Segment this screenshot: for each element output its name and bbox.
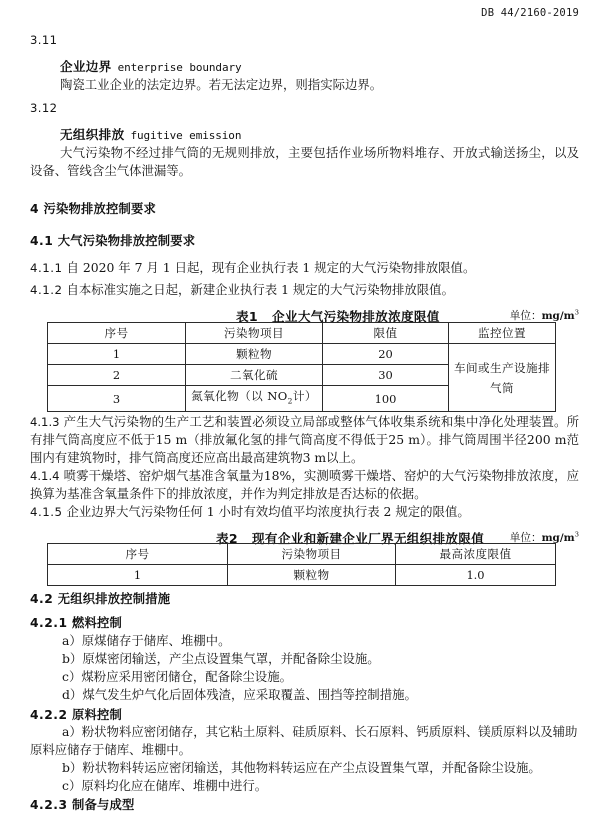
table1-unit-exponent: 3 [574, 308, 579, 317]
term-cn-3-12: 无组织排放 [60, 127, 125, 142]
paragraph-4-1-2 [30, 281, 454, 299]
table1-r3-limit: 100 [323, 386, 449, 412]
table2-col-header-max-limit: 最高浓度限值 [396, 544, 556, 565]
table2-col-header-item: 污染物项目 [228, 544, 396, 565]
table1-unit-label: 单位： [509, 310, 542, 322]
section-heading-4-2 [30, 589, 170, 607]
table2-unit-value: mg/m [541, 532, 575, 544]
section-heading-4-2-1 [30, 613, 122, 631]
section-number-4-2: 4.2 [30, 592, 54, 606]
paragraph-text-4-1-1: 自 2020 年 7 月 1 日起，现有企业执行表 1 规定的大气污染物排放限值。 [66, 260, 476, 275]
table1-r2-no: 2 [48, 365, 186, 386]
paragraph-number-4-1-3: 4.1.3 [30, 415, 60, 429]
section-heading-4 [30, 199, 156, 217]
table1-r3-item-sub: 2 [287, 396, 293, 406]
table1-col-header-no: 序号 [48, 323, 186, 344]
term-en-3-12: fugitive emission [130, 129, 242, 142]
table2-header-row [48, 544, 556, 565]
table1-r3-item-pre: 氮氧化物（以 NO [191, 389, 288, 403]
table1-col-header-limit: 限值 [323, 323, 449, 344]
table1-r2-limit: 30 [323, 365, 449, 386]
table1-caption-text: 企业大气污染物排放浓度限值 [272, 309, 440, 324]
paragraph-4-1-5 [30, 503, 470, 521]
table1-r1-no: 1 [48, 344, 186, 365]
table2-unit-label: 单位： [509, 532, 542, 544]
table1-r3-no: 3 [48, 386, 186, 412]
table1-r2-item: 二氧化硫 [186, 365, 323, 386]
table1-emission-concentration-limits [47, 322, 556, 412]
table1-r1-limit: 20 [323, 344, 449, 365]
table2-r1-limit: 1.0 [396, 565, 556, 586]
paragraph-text-4-1-3: 产生大气污染物的生产工艺和装置必须设立局部或整体气体收集系统和集中净化处理装置。所有排气筒高度应不低于15 m（排放氟化氢的排气筒高度不得低于25 m）。排气筒周围半径200 m范围内有建筑物时，排气筒高度还应高出最高建筑物3 m以上。 [30, 414, 579, 465]
table-row [48, 565, 556, 586]
paragraph-text-4-1-2: 自本标准实施之日起，新建企业执行表 1 规定的大气污染物排放限值。 [66, 282, 454, 297]
clause-number-3-12: 3.12 [30, 101, 58, 115]
table2-unit-exponent: 3 [574, 530, 579, 539]
table1-r3-item [186, 386, 323, 412]
term-cn-3-11: 企业边界 [60, 59, 112, 74]
table-row [48, 344, 556, 365]
term-entry-3-11 [60, 56, 242, 75]
table1-monitor-position: 车间或生产设施排气筒 [449, 344, 556, 412]
paragraph-number-4-1-1: 4.1.1 [30, 261, 63, 275]
paragraph-4-1-1 [30, 259, 475, 277]
section-title-4: 污染物排放控制要求 [43, 201, 157, 216]
table2-col-header-no: 序号 [48, 544, 228, 565]
table1-col-header-monitor-position: 监控位置 [449, 323, 556, 344]
table2-caption-text: 现有企业和新建企业厂界无组织排放限值 [252, 531, 485, 546]
table1-caption-number: 表1 [236, 309, 258, 324]
section-number-4-1: 4.1 [30, 234, 54, 248]
list-item: a）粉状物料应密闭储存，其它粘土原料、硅质原料、长石原料、钙质原料、镁质原料以及辅助原料应储存于储库、堆棚中。 [30, 724, 578, 757]
table1-unit-value: mg/m [541, 310, 575, 322]
section-title-4-2-3: 制备与成型 [72, 797, 135, 812]
term-en-3-11: enterprise boundary [117, 61, 242, 74]
section-title-4-2-2: 原料控制 [72, 707, 122, 722]
paragraph-number-4-1-4: 4.1.4 [30, 469, 60, 483]
section-number-4-2-2: 4.2.2 [30, 708, 68, 722]
table1-r1-item: 颗粒物 [186, 344, 323, 365]
section-number-4-2-3: 4.2.3 [30, 798, 68, 812]
paragraph-4-1-3 [30, 413, 579, 467]
paragraph-text-4-1-4: 喷雾干燥塔、窑炉烟气基准含氧量为18%，实测喷雾干燥塔、窑炉的大气污染物排放浓度，应换算为基准含氧量条件下的排放浓度，并作为判定排放是否达标的依据。 [30, 468, 579, 501]
page-header-standard-code: DB 44/2160-2019 [481, 7, 579, 19]
list-item: a）原煤储存于储库、堆棚中。 [62, 633, 231, 648]
table2-r1-no: 1 [48, 565, 228, 586]
list-item: c）原料均化应在储库、堆棚中进行。 [62, 778, 268, 793]
term-entry-3-12 [60, 124, 241, 143]
section-heading-4-2-2 [30, 705, 122, 723]
section-heading-4-1 [30, 231, 195, 249]
table1-header-row [48, 323, 556, 344]
clause-number-3-11: 3.11 [30, 33, 58, 47]
paragraph-number-4-1-5: 4.1.5 [30, 505, 63, 519]
table2-fugitive-emission-limits [47, 543, 556, 586]
section-title-4-2-1: 燃料控制 [72, 615, 122, 630]
table1-col-header-item: 污染物项目 [186, 323, 323, 344]
table2-caption-number: 表2 [216, 531, 238, 546]
section-number-4: 4 [30, 202, 40, 216]
paragraph-number-4-1-2: 4.1.2 [30, 283, 63, 297]
list-item: b）粉状物料转运应密闭输送，其他物料转运应在产尘点设置集气罩，并配备除尘设施。 [62, 760, 541, 775]
list-item: b）原煤密闭输送，产尘点设置集气罩，并配备除尘设施。 [62, 651, 380, 666]
table1-r3-item-post: 计） [292, 389, 317, 403]
table1-unit [510, 308, 579, 323]
definition-3-11: 陶瓷工业企业的法定边界。若无法定边界，则指实际边界。 [60, 77, 383, 92]
paragraph-text-4-1-5: 企业边界大气污染物任何 1 小时有效均值平均浓度执行表 2 规定的限值。 [66, 504, 470, 519]
list-item: c）煤粉应采用密闭储仓，配备除尘设施。 [62, 669, 292, 684]
section-title-4-1: 大气污染物排放控制要求 [57, 233, 196, 248]
paragraph-4-1-4 [30, 467, 579, 503]
section-number-4-2-1: 4.2.1 [30, 616, 68, 630]
list-item: d）煤气发生炉气化后固体残渣，应采取覆盖、围挡等控制措施。 [62, 687, 417, 702]
section-heading-4-2-3 [30, 795, 135, 813]
table2-r1-item: 颗粒物 [228, 565, 396, 586]
section-title-4-2: 无组织排放控制措施 [57, 591, 171, 606]
definition-3-12: 大气污染物不经过排气筒的无规则排放，主要包括作业场所物料堆存、开放式输送扬尘，以及设备、管线含尘气体泄漏等。 [30, 145, 579, 178]
